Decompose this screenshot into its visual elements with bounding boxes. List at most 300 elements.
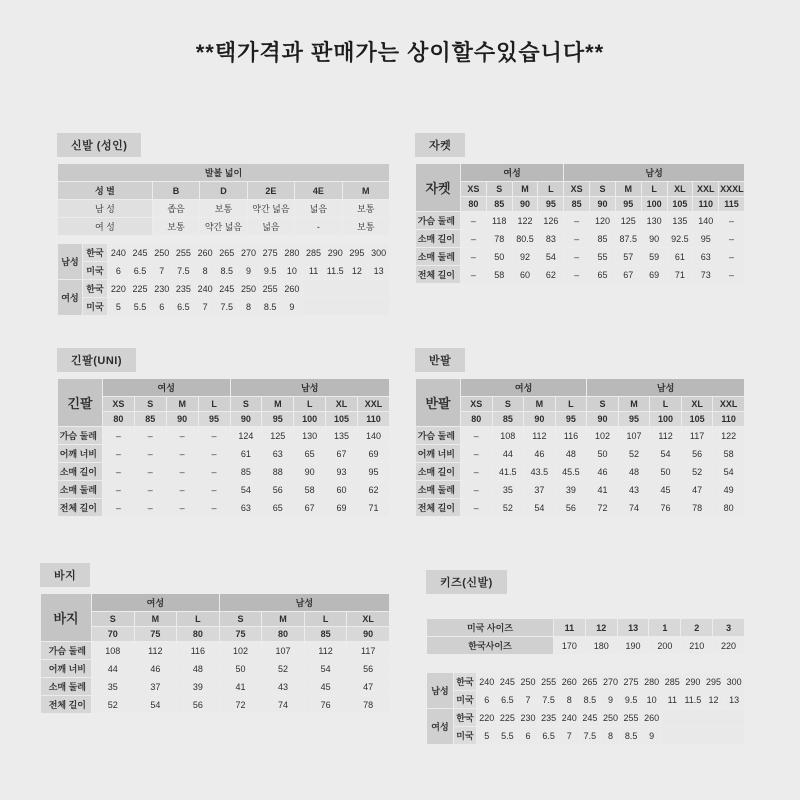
table-row — [41, 696, 390, 714]
jacket-group-women: 여성 — [461, 164, 564, 182]
cell: – — [564, 212, 590, 230]
cell: 60 — [512, 266, 538, 284]
table-row — [416, 248, 745, 266]
cell: 235 — [173, 280, 195, 298]
cell: 55 — [590, 248, 616, 266]
cell: 11 — [662, 691, 683, 709]
cell: 6 — [108, 262, 130, 280]
cell: 6 — [518, 727, 539, 745]
cell: 250 — [151, 244, 173, 262]
cell: 57 — [615, 248, 641, 266]
table-shoes — [57, 163, 390, 236]
cell: 210 — [681, 637, 713, 655]
cell: 112 — [650, 427, 682, 445]
cell: 56 — [347, 660, 390, 678]
row-label: 어깨 너비 — [416, 445, 461, 463]
cell: 65 — [262, 499, 294, 517]
cell: 93 — [326, 463, 358, 481]
table-kids-detail — [426, 672, 745, 745]
cell: L — [641, 182, 667, 197]
cell: 245 — [497, 673, 518, 691]
cell: 62 — [358, 481, 390, 499]
cell: 76 — [304, 696, 347, 714]
cell: 74 — [262, 696, 305, 714]
cell: 170 — [554, 637, 586, 655]
cell: 90 — [590, 197, 616, 212]
row-label: 소매 둘레 — [416, 481, 461, 499]
cell: – — [461, 212, 487, 230]
cell: 80 — [461, 197, 487, 212]
cell: 105 — [667, 197, 693, 212]
cell: 35 — [92, 678, 135, 696]
table-longsleeve — [57, 378, 390, 517]
cell: 295 — [346, 244, 368, 262]
cell: – — [461, 427, 493, 445]
cell: 6.5 — [173, 298, 195, 316]
cell: 107 — [618, 427, 650, 445]
cell: 105 — [681, 412, 713, 427]
cell: 76 — [650, 499, 682, 517]
cell: M — [615, 182, 641, 197]
row-label: 소매 길이 — [58, 463, 103, 481]
cell: 240 — [477, 673, 498, 691]
cell: 295 — [703, 673, 724, 691]
cell: 250 — [238, 280, 260, 298]
cell: – — [103, 481, 135, 499]
cell: L — [650, 397, 682, 412]
cell: 200 — [649, 637, 681, 655]
table-row — [416, 182, 745, 197]
cell: 6 — [477, 691, 498, 709]
cell: - — [295, 218, 342, 236]
shoes-col-4e: 4E — [295, 182, 342, 200]
row-label: 어깨 너비 — [58, 445, 103, 463]
cell: 70 — [92, 627, 135, 642]
table-row — [416, 266, 745, 284]
cell: 8.5 — [216, 262, 238, 280]
cell: 5.5 — [497, 727, 518, 745]
cell: S — [486, 182, 512, 197]
cell: – — [134, 499, 166, 517]
cell: 230 — [151, 280, 173, 298]
cell: 13 — [617, 619, 649, 637]
cell: 285 — [662, 673, 683, 691]
shoes-women-label: 여성 — [58, 280, 83, 316]
shortsleeve-name: 반팔 — [416, 379, 461, 427]
shortsleeve-group-women: 여성 — [461, 379, 587, 397]
cell: 74 — [618, 499, 650, 517]
table-row — [58, 427, 390, 445]
cell: 220 — [477, 709, 498, 727]
cell: 9 — [641, 727, 662, 745]
cell: – — [103, 445, 135, 463]
cell: 48 — [555, 445, 587, 463]
cell: 80 — [461, 412, 493, 427]
cell: 8.5 — [621, 727, 642, 745]
cell: 41.5 — [492, 463, 524, 481]
section-label-jacket: 자켓 — [415, 133, 465, 157]
cell: S — [134, 397, 166, 412]
pants-name: 바지 — [41, 594, 92, 642]
table-row — [58, 481, 390, 499]
cell: 보통 — [200, 200, 247, 218]
cell: 6 — [151, 298, 173, 316]
cell: 49 — [713, 481, 745, 499]
cell: 50 — [219, 660, 262, 678]
cell: 95 — [538, 197, 564, 212]
shoes-unit-kr: 한국 — [83, 280, 108, 298]
table-row — [58, 397, 390, 412]
cell: 44 — [92, 660, 135, 678]
cell: 250 — [600, 709, 621, 727]
cell: 110 — [358, 412, 390, 427]
cell: 56 — [262, 481, 294, 499]
shoes-unit-us: 미국 — [83, 262, 108, 280]
cell: – — [134, 427, 166, 445]
table-row — [58, 445, 390, 463]
cell: 7 — [559, 727, 580, 745]
jacket-group-men: 남성 — [564, 164, 745, 182]
cell: 43 — [262, 678, 305, 696]
cell: – — [461, 230, 487, 248]
cell: 10 — [281, 262, 303, 280]
cell: L — [177, 612, 220, 627]
cell: 110 — [713, 412, 745, 427]
section-label-longsleeve: 긴팔(UNI) — [57, 348, 136, 372]
row-label: 소매 길이 — [416, 230, 461, 248]
kids-us-label: 미국 사이즈 — [427, 619, 554, 637]
cell: – — [134, 445, 166, 463]
table-shoes-sizes — [57, 243, 390, 316]
cell: L — [304, 612, 347, 627]
kids-women-label: 여성 — [427, 709, 454, 745]
cell: 67 — [326, 445, 358, 463]
kids-unit-kr: 한국 — [454, 673, 477, 691]
cell: 11 — [554, 619, 586, 637]
cell: 90 — [230, 412, 262, 427]
cell: 59 — [641, 248, 667, 266]
cell: 265 — [216, 244, 238, 262]
cell: – — [198, 427, 230, 445]
kids-unit-us: 미국 — [454, 727, 477, 745]
cell: 225 — [129, 280, 151, 298]
cell: 2 — [681, 619, 713, 637]
shortsleeve-group-men: 남성 — [587, 379, 745, 397]
cell: 117 — [347, 642, 390, 660]
longsleeve-group-men: 남성 — [230, 379, 390, 397]
cell: 52 — [92, 696, 135, 714]
cell: 90 — [166, 412, 198, 427]
cell: 46 — [134, 660, 177, 678]
cell: 140 — [693, 212, 719, 230]
cell: 90 — [294, 463, 326, 481]
cell-empty — [662, 709, 745, 727]
cell: 10 — [641, 691, 662, 709]
cell: 108 — [492, 427, 524, 445]
cell: 280 — [281, 244, 303, 262]
cell: 78 — [347, 696, 390, 714]
table-row — [58, 379, 390, 397]
cell: – — [461, 266, 487, 284]
table-row — [41, 642, 390, 660]
cell: 115 — [719, 197, 745, 212]
cell: 7 — [151, 262, 173, 280]
cell: 56 — [555, 499, 587, 517]
cell: 120 — [590, 212, 616, 230]
cell: 50 — [650, 463, 682, 481]
cell: 280 — [641, 673, 662, 691]
cell: XS — [564, 182, 590, 197]
cell: 112 — [524, 427, 556, 445]
cell: 107 — [262, 642, 305, 660]
cell: 54 — [538, 248, 564, 266]
cell: 보통 — [342, 218, 389, 236]
cell: 39 — [555, 481, 587, 499]
table-row — [41, 660, 390, 678]
cell: 보통 — [152, 218, 199, 236]
cell: L — [555, 397, 587, 412]
cell: 69 — [641, 266, 667, 284]
cell: 290 — [324, 244, 346, 262]
cell: 41 — [219, 678, 262, 696]
kids-kr-label: 한국사이즈 — [427, 637, 554, 655]
table-row — [427, 691, 745, 709]
cell: M — [512, 182, 538, 197]
cell: 12 — [703, 691, 724, 709]
cell: 48 — [618, 463, 650, 481]
cell: 112 — [304, 642, 347, 660]
cell: 67 — [615, 266, 641, 284]
cell: 80 — [177, 627, 220, 642]
cell: 230 — [518, 709, 539, 727]
cell: 5 — [477, 727, 498, 745]
cell: 69 — [326, 499, 358, 517]
table-row — [41, 594, 390, 612]
cell: 58 — [486, 266, 512, 284]
table-row — [416, 197, 745, 212]
cell: XXL — [713, 397, 745, 412]
table-row — [58, 244, 390, 262]
cell: – — [719, 230, 745, 248]
cell: – — [461, 248, 487, 266]
cell: 11 — [303, 262, 325, 280]
cell: 80.5 — [512, 230, 538, 248]
cell: M — [262, 397, 294, 412]
cell: 보통 — [342, 200, 389, 218]
pants-group-women: 여성 — [92, 594, 220, 612]
cell: S — [590, 182, 616, 197]
table-row — [58, 298, 390, 316]
shoes-width-header: 발볼 넓이 — [58, 164, 390, 182]
kids-unit-kr: 한국 — [454, 709, 477, 727]
cell: 8 — [600, 727, 621, 745]
cell: XL — [667, 182, 693, 197]
cell: 9.5 — [259, 262, 281, 280]
cell: 71 — [358, 499, 390, 517]
cell: 100 — [294, 412, 326, 427]
cell: 39 — [177, 678, 220, 696]
cell: 52 — [262, 660, 305, 678]
cell: 95 — [358, 463, 390, 481]
cell: 75 — [134, 627, 177, 642]
table-row — [416, 463, 745, 481]
cell: – — [134, 481, 166, 499]
cell: 85 — [134, 412, 166, 427]
cell: 9.5 — [621, 691, 642, 709]
row-label: 소매 길이 — [416, 463, 461, 481]
cell: 1 — [649, 619, 681, 637]
cell: 67 — [294, 499, 326, 517]
cell: 13 — [724, 691, 745, 709]
cell: 9 — [281, 298, 303, 316]
table-row — [416, 481, 745, 499]
shoes-col-m: M — [342, 182, 389, 200]
cell: 넓음 — [247, 218, 294, 236]
cell: 8.5 — [580, 691, 601, 709]
cell: 61 — [667, 248, 693, 266]
table-row — [58, 182, 390, 200]
cell: L — [538, 182, 564, 197]
cell: 52 — [492, 499, 524, 517]
cell: 46 — [524, 445, 556, 463]
cell: 65 — [294, 445, 326, 463]
cell: 240 — [194, 280, 216, 298]
cell: 116 — [555, 427, 587, 445]
cell: – — [134, 463, 166, 481]
cell: 125 — [615, 212, 641, 230]
cell: 7.5 — [216, 298, 238, 316]
cell: – — [166, 445, 198, 463]
cell: 6.5 — [538, 727, 559, 745]
cell-empty — [662, 727, 745, 745]
cell: 8 — [559, 691, 580, 709]
cell: 7.5 — [173, 262, 195, 280]
cell: 116 — [177, 642, 220, 660]
cell: 71 — [667, 266, 693, 284]
cell: 45.5 — [555, 463, 587, 481]
cell: 220 — [108, 280, 130, 298]
cell: – — [719, 266, 745, 284]
cell: 290 — [683, 673, 704, 691]
cell: 85 — [230, 463, 262, 481]
cell: L — [198, 397, 230, 412]
cell: 255 — [259, 280, 281, 298]
cell: 61 — [230, 445, 262, 463]
table-row — [58, 412, 390, 427]
cell: 7 — [194, 298, 216, 316]
cell: – — [461, 481, 493, 499]
cell: 72 — [219, 696, 262, 714]
cell: 126 — [538, 212, 564, 230]
cell: 85 — [590, 230, 616, 248]
cell: 85 — [486, 197, 512, 212]
cell: 90 — [347, 627, 390, 642]
cell: 43 — [618, 481, 650, 499]
cell: 80 — [103, 412, 135, 427]
cell: 3 — [713, 619, 745, 637]
table-shortsleeve — [415, 378, 745, 517]
cell: 약간 넓음 — [200, 218, 247, 236]
cell: – — [103, 463, 135, 481]
table-row — [416, 412, 745, 427]
shoes-width-row-label: 남 성 — [58, 200, 153, 218]
cell: – — [103, 499, 135, 517]
cell: 90 — [512, 197, 538, 212]
table-row — [427, 637, 745, 655]
cell: 11.5 — [683, 691, 704, 709]
table-row — [416, 499, 745, 517]
cell: 92 — [512, 248, 538, 266]
cell: 5 — [108, 298, 130, 316]
cell: 90 — [587, 412, 619, 427]
cell: – — [166, 499, 198, 517]
row-label: 가슴 둘레 — [41, 642, 92, 660]
cell: 56 — [681, 445, 713, 463]
row-label: 소매 둘레 — [416, 248, 461, 266]
cell: M — [262, 612, 305, 627]
row-label: 가슴 둘레 — [416, 212, 461, 230]
cell: – — [103, 427, 135, 445]
cell: XL — [326, 397, 358, 412]
section-label-shortsleeve: 반팔 — [415, 348, 465, 372]
page-title: **택가격과 판매가는 상이할수있습니다** — [195, 40, 605, 65]
cell: XXL — [693, 182, 719, 197]
row-label: 가슴 둘레 — [416, 427, 461, 445]
shoes-col-b: B — [152, 182, 199, 200]
cell: 47 — [347, 678, 390, 696]
cell: 90 — [524, 412, 556, 427]
table-row — [416, 164, 745, 182]
cell: 100 — [641, 197, 667, 212]
cell: – — [166, 463, 198, 481]
cell: 35 — [492, 481, 524, 499]
cell: 95 — [555, 412, 587, 427]
cell: 92.5 — [667, 230, 693, 248]
cell: 넓음 — [295, 200, 342, 218]
table-row — [58, 463, 390, 481]
cell: 110 — [693, 197, 719, 212]
cell: 72 — [587, 499, 619, 517]
table-row — [41, 612, 390, 627]
cell: XL — [681, 397, 713, 412]
cell: 58 — [294, 481, 326, 499]
table-row — [416, 445, 745, 463]
cell: 9 — [600, 691, 621, 709]
cell: 112 — [134, 642, 177, 660]
cell: 255 — [538, 673, 559, 691]
cell: 124 — [230, 427, 262, 445]
table-row — [58, 280, 390, 298]
cell: 100 — [650, 412, 682, 427]
row-label: 전체 길이 — [58, 499, 103, 517]
cell: 5.5 — [129, 298, 151, 316]
cell: 12 — [585, 619, 617, 637]
cell: 95 — [262, 412, 294, 427]
table-row — [58, 164, 390, 182]
shoes-col-2e: 2E — [247, 182, 294, 200]
cell: 37 — [134, 678, 177, 696]
cell: 47 — [681, 481, 713, 499]
kids-unit-us: 미국 — [454, 691, 477, 709]
cell: – — [461, 463, 493, 481]
cell: 105 — [326, 412, 358, 427]
cell: 7.5 — [538, 691, 559, 709]
shoes-men-label: 남성 — [58, 244, 83, 280]
cell: 54 — [713, 463, 745, 481]
table-row — [58, 499, 390, 517]
cell: 130 — [641, 212, 667, 230]
cell: 50 — [587, 445, 619, 463]
